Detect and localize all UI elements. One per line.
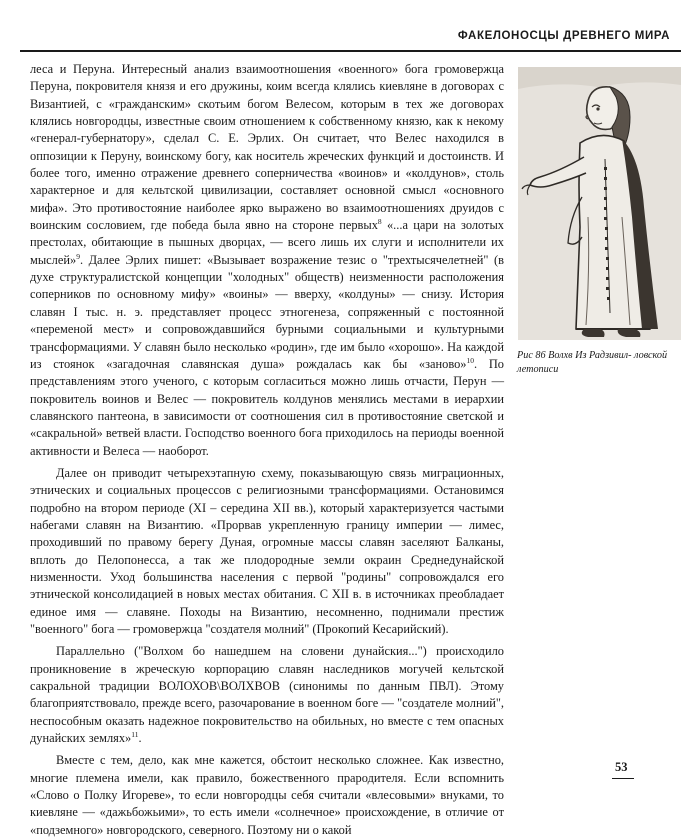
figure-caption: Рис 86 Волхв Из Радзивил- ловской летописи xyxy=(517,350,668,375)
running-title: ФАКЕЛОНОСЦЫ ДРЕВНЕГО МИРА xyxy=(457,30,670,42)
paragraph-3: Параллельно ("Волхом бо нашедшем на словени дунайския...") происходило проникновение в жреческую корпорацию славян наследников могучей кельтской сакральной традиции ВОЛОХОВ\ВОЛХВОВ (синонимы по данным ПВЛ). Этому благоприятствовало, прежде всего, разочарование в военном боге — "создателе молний", неспособным оказать надежное покровительство на обильных, но вместе с тем опасных дунайских землях»$^{11}$. xyxy=(30,644,504,746)
page-number: 53 xyxy=(615,760,628,774)
footnote-ref: 11 xyxy=(131,729,139,739)
page-number-rule xyxy=(612,778,634,779)
figure-illustration xyxy=(518,67,681,340)
header-rule xyxy=(20,50,681,52)
footnote-ref: 9 xyxy=(76,251,80,261)
paragraph-4: Вместе с тем, дело, как мне кажется, обстоит несколько сложнее. Как известно, многие племена имели, как правило, божественного прародителя. Если вспомнить «Слово о Полку Игореве», то если новгородцы себя считали «влесовыми» внуками, то киевляне — «дажьбожьими», то есть имели «солнечное» происхождение, в отличие от «подземного» новгородского, северного. Поэтому ни о какой xyxy=(30,753,504,837)
paragraph-2: Далее он приводит четырехэтапную схему, показывающую связь миграционных, этнических и социальных процессов с религиозными трансформациями. Остановимся подробно на втором периоде (XI – середина XII вв.), который характеризуется частыми набегами славян на Византию. «Прорвав укрепленную границу империи — лимес, проходивший по правому берегу Дуная, огромные массы славян заселяют Балканы, вплоть до Пелопонесса, а так же плодородные земли окраин Среднедунайской низменности. Уход большинства населения с первой "родины" сопровождался его этнической консолидацией в новых местах обитания. С XII в. в источниках преобладает единое имя — славяне. Походы на Византию, несомненно, поднимали престиж "военного" бога — громовержца "создателя молний" (Прокопий Кесарийский). xyxy=(30,465,504,636)
footnote-ref: 8 xyxy=(377,216,382,226)
main-text-column xyxy=(30,61,504,839)
footnote-ref: 10 xyxy=(466,355,475,365)
volkhv-drawing-icon xyxy=(518,67,681,340)
paragraph-1: леса и Перуна. Интересный анализ взаимоотношения «военного» бога громовержца Перуна, покровителя князя и его дружины, коим всегда клялись киевляне в договорах с Византией, с «гражданским» скотьим богом Велесом, которым в тех же договорах клялись новгородцы, известные своим отношением к собственному князю, как к некому «генерал-губернатору», сделал С. Е. Эрлих. Он считает, что Велес находился в оппозиции к Перуну, воинскому богу, как носитель жреческих функций и достоинств. И более того, именно отражение древнего соперничества «воинов» и «колдунов», столь характерное и для кельтской цивилизации, составляет основной смысл «основного мифа». Это противостояние наиболее ярко выражено во взаимоотношениях друидов с воинским сословием, где победа была явно на стороне первых$^8$ «...а цари на золотых престолах, обитающие в пышных дворцах, — всего лишь их слуги и исполнители их мыслей»$^9$. Далее Эрлих пишет: «Вызывает возражение тезис о "трехтысячелетней" (в духе структуралистской концепции "холодных" обществ) неизменности расположения соперников по основному мифу» «воины» — вверху, «колдуны» — снизу. История славян I тыс. н. э. представляет процесс этногенеза, сопряженный с постоянной «переменой мест» и сопровождавшийся бурными социальными и культурными трансформациями. У славян было несколько «родин», где им было «хорошо». На каждой из стоянок «загадочная славянская душа» рождалась как бы «заново»$^{10}$. По представлениям этого ученого, с которым согласиться можно лишь отчасти, Перун — покровитель воинов и Велес — покровитель колдунов менялись местами в иерархии славянского пантеона, в зависимости от соотношения сил в противостояние светской и «сакральной» ветвей власти. Господство военного бога приходилось на периоды военной активности и Велеса — наоборот. xyxy=(30,62,504,458)
